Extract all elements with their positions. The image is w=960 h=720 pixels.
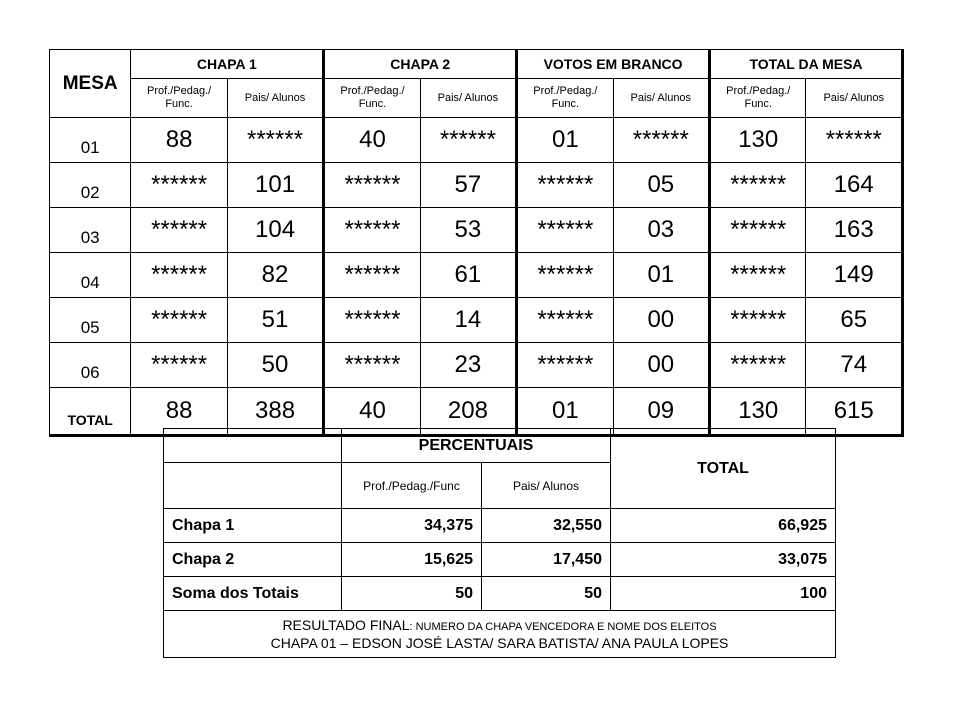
subheader-prof-pedag-func: Prof./Pedag./ Func. [324, 79, 420, 118]
vote-cell: ****** [613, 118, 709, 163]
total-header: TOTAL [611, 429, 836, 509]
mesa-number: 02 [50, 163, 131, 208]
table-row [50, 208, 903, 253]
vote-cell: ****** [517, 163, 613, 208]
total-cell: 130 [710, 388, 806, 436]
resultado-final-label: RESULTADO FINAL [282, 617, 410, 633]
percent-row [164, 577, 836, 611]
total-cell: 88 [131, 388, 227, 436]
row-label: Chapa 2 [164, 543, 342, 577]
row-label: Chapa 1 [164, 509, 342, 543]
percent-value: 50 [482, 577, 611, 611]
subheader-pais-alunos: Pais/ Alunos [613, 79, 709, 118]
vote-cell: 104 [227, 208, 323, 253]
vote-cell: 00 [613, 298, 709, 343]
vote-cell: ****** [517, 253, 613, 298]
percent-value: 33,075 [611, 543, 836, 577]
vote-cell: ****** [324, 298, 420, 343]
vote-cell: 01 [517, 118, 613, 163]
table-row [50, 343, 903, 388]
vote-cell: 163 [806, 208, 903, 253]
total-cell: 40 [324, 388, 420, 436]
votos-branco-header: VOTOS EM BRANCO [517, 50, 710, 79]
vote-cell: 57 [420, 163, 516, 208]
total-mesa-header: TOTAL DA MESA [710, 50, 903, 79]
vote-cell: ****** [517, 343, 613, 388]
table-row [50, 253, 903, 298]
pais-alunos-header: Pais/ Alunos [482, 463, 611, 509]
vote-cell: ****** [131, 208, 227, 253]
percent-table [163, 428, 836, 658]
mesa-number: 06 [50, 343, 131, 388]
mesa-number: 01 [50, 118, 131, 163]
row-label: Soma dos Totais [164, 577, 342, 611]
vote-cell: ****** [131, 253, 227, 298]
vote-cell: 51 [227, 298, 323, 343]
resultado-final-suffix: : NUMERO DA CHAPA VENCEDORA E NOME DOS ELEITOS [409, 621, 717, 633]
total-label: TOTAL [50, 388, 131, 436]
resultado-final-chapa: CHAPA 01 – EDSON JOSÉ LASTA/ SARA BATISTA/ ANA PAULA LOPES [270, 635, 729, 651]
subheader-pais-alunos: Pais/ Alunos [420, 79, 516, 118]
vote-cell: ****** [710, 298, 806, 343]
subheader-pais-alunos: Pais/ Alunos [227, 79, 323, 118]
vote-cell: 61 [420, 253, 516, 298]
vote-cell: 74 [806, 343, 903, 388]
vote-cell: 00 [613, 343, 709, 388]
table-row [50, 118, 903, 163]
total-cell: 208 [420, 388, 516, 436]
vote-cell: 149 [806, 253, 903, 298]
vote-cell: ****** [131, 343, 227, 388]
vote-cell: 65 [806, 298, 903, 343]
subheader-prof-pedag-func: Prof./Pedag./ Func. [517, 79, 613, 118]
mesa-number: 04 [50, 253, 131, 298]
percent-value: 17,450 [482, 543, 611, 577]
mesa-header: MESA [50, 50, 131, 118]
vote-cell: ****** [517, 298, 613, 343]
total-cell: 01 [517, 388, 613, 436]
percent-value: 50 [342, 577, 482, 611]
total-cell: 615 [806, 388, 903, 436]
vote-cell: ****** [324, 163, 420, 208]
vote-cell: ****** [710, 208, 806, 253]
vote-cell: ****** [710, 253, 806, 298]
vote-cell: 88 [131, 118, 227, 163]
percent-row [164, 509, 836, 543]
vote-cell: ****** [710, 343, 806, 388]
chapa1-header: CHAPA 1 [131, 50, 324, 79]
resultado-final [164, 611, 836, 658]
percent-value: 100 [611, 577, 836, 611]
vote-cell: 23 [420, 343, 516, 388]
subheader-prof-pedag-func: Prof./Pedag./ Func. [710, 79, 806, 118]
vote-cell: ****** [131, 163, 227, 208]
vote-cell: 14 [420, 298, 516, 343]
vote-cell: ****** [324, 343, 420, 388]
table-row [50, 163, 903, 208]
vote-cell: ****** [227, 118, 323, 163]
vote-cell: ****** [324, 208, 420, 253]
votes-table [49, 49, 904, 437]
mesa-number: 05 [50, 298, 131, 343]
vote-cell: 01 [613, 253, 709, 298]
vote-cell: 101 [227, 163, 323, 208]
vote-cell: 50 [227, 343, 323, 388]
vote-cell: ****** [324, 253, 420, 298]
vote-cell: 03 [613, 208, 709, 253]
vote-cell: ****** [806, 118, 903, 163]
table-row [50, 298, 903, 343]
vote-cell: ****** [517, 208, 613, 253]
percent-value: 32,550 [482, 509, 611, 543]
percentuais-header: PERCENTUAIS [342, 429, 611, 463]
percent-value: 15,625 [342, 543, 482, 577]
prof-pedag-func-header: Prof./Pedag./Func [342, 463, 482, 509]
vote-cell: ****** [131, 298, 227, 343]
chapa2-header: CHAPA 2 [324, 50, 517, 79]
percent-row [164, 543, 836, 577]
vote-cell: ****** [710, 163, 806, 208]
total-cell: 09 [613, 388, 709, 436]
vote-cell: 164 [806, 163, 903, 208]
percent-value: 66,925 [611, 509, 836, 543]
vote-cell: 05 [613, 163, 709, 208]
vote-cell: 130 [710, 118, 806, 163]
empty-label-cell [164, 463, 342, 509]
total-cell: 388 [227, 388, 323, 436]
vote-cell: ****** [420, 118, 516, 163]
empty-corner-cell [164, 429, 342, 463]
vote-cell: 40 [324, 118, 420, 163]
vote-cell: 53 [420, 208, 516, 253]
vote-cell: 82 [227, 253, 323, 298]
subheader-pais-alunos: Pais/ Alunos [806, 79, 903, 118]
subheader-prof-pedag-func: Prof./Pedag./ Func. [131, 79, 227, 118]
percent-value: 34,375 [342, 509, 482, 543]
mesa-number: 03 [50, 208, 131, 253]
